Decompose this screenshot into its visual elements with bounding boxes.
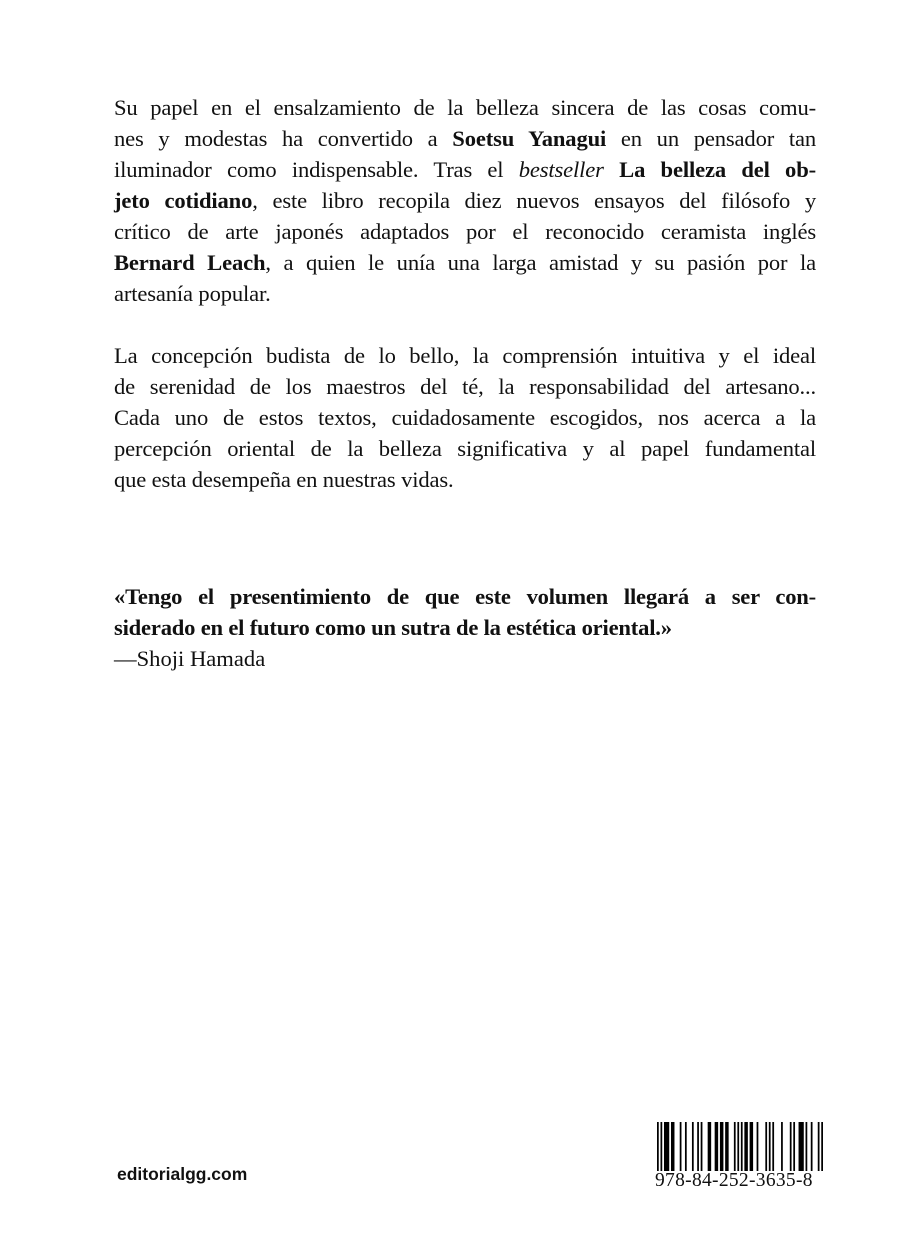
- text-run: nes y modestas ha convertido a: [114, 126, 453, 151]
- barcode-bar: [806, 1122, 808, 1171]
- text-run: , a quien le unía una larga amistad y su pasión por la: [265, 250, 816, 275]
- text-run: iluminador como indispensable. Tras el: [114, 157, 519, 182]
- paragraph-line: [114, 278, 816, 309]
- paragraph-line: [114, 92, 816, 123]
- description-paragraph-1: [114, 92, 816, 309]
- barcode-bar: [660, 1122, 662, 1171]
- barcode-bar: [725, 1122, 728, 1171]
- barcode-bar: [720, 1122, 723, 1171]
- paragraph-line: [114, 216, 816, 247]
- bold-emphasis: La belleza del ob-: [619, 157, 816, 182]
- barcode-bar: [701, 1122, 703, 1171]
- text-run: Su papel en el ensalzamiento de la belleza sincera de las cosas comu-: [114, 95, 816, 120]
- blurb-quote: [114, 581, 816, 674]
- paragraph-line: que esta desempeña en nuestras vidas.: [114, 467, 454, 492]
- barcode-bar: [818, 1122, 820, 1171]
- barcode-bar: [757, 1122, 759, 1171]
- description-paragraph-2: [114, 340, 816, 495]
- barcode-bar: [680, 1122, 682, 1171]
- text-run: crítico de arte japonés adaptados por el reconocido ceramista inglés: [114, 219, 816, 244]
- barcode-bar: [734, 1122, 736, 1171]
- barcode-bar: [671, 1122, 674, 1171]
- barcode-bar: [715, 1122, 718, 1171]
- barcode-bar: [793, 1122, 795, 1171]
- barcode-bar: [772, 1122, 774, 1171]
- barcode-bar: [744, 1122, 747, 1171]
- barcode-bar: [821, 1122, 823, 1171]
- barcode-bar: [799, 1122, 804, 1171]
- barcode-bar: [811, 1122, 813, 1171]
- barcode-bar: [737, 1122, 739, 1171]
- barcode-bar: [750, 1122, 753, 1171]
- isbn-number: 978-84-252-3635-8: [655, 1170, 813, 1191]
- barcode-bar: [692, 1122, 694, 1171]
- text-run: artesanía popular.: [114, 281, 271, 306]
- paragraph-line: [114, 154, 816, 185]
- paragraph-line: [114, 247, 816, 278]
- barcode-bar: [657, 1122, 659, 1171]
- text-run: , este libro recopila diez nuevos ensayos del filósofo y: [252, 188, 816, 213]
- barcode-bar: [708, 1122, 711, 1171]
- quote-attribution: —Shoji Hamada: [114, 646, 266, 671]
- barcode-bar: [790, 1122, 792, 1171]
- paragraph-line: [114, 185, 816, 216]
- bold-emphasis: jeto cotidiano: [114, 188, 253, 213]
- paragraph-line: [114, 123, 816, 154]
- publisher-website: editorialgg.com: [117, 1164, 248, 1184]
- italic-emphasis: bestseller: [518, 157, 604, 182]
- barcode-bar: [781, 1122, 783, 1171]
- paragraph-line: percepción oriental de la belleza significativa y al papel fundamental: [114, 436, 816, 461]
- paragraph-line: La concepción budista de lo bello, la comprensión intuitiva y el ideal: [114, 343, 816, 368]
- isbn-barcode: [657, 1122, 823, 1171]
- text-run: en un pensador tan: [606, 126, 817, 151]
- bold-emphasis: Soetsu Yanagui: [452, 126, 607, 151]
- bold-emphasis: Bernard Leach: [114, 250, 266, 275]
- quote-line: siderado en el futuro como un sutra de la estética oriental.»: [114, 615, 672, 640]
- quote-text: [114, 581, 816, 643]
- barcode-bar: [664, 1122, 669, 1171]
- barcode-bar: [697, 1122, 699, 1171]
- barcode-bar: [685, 1122, 687, 1171]
- barcode-bar: [769, 1122, 771, 1171]
- barcode-bar: [765, 1122, 767, 1171]
- paragraph-line: Cada uno de estos textos, cuidadosamente escogidos, nos acerca a la: [114, 405, 816, 430]
- barcode-bar: [741, 1122, 743, 1171]
- quote-line: «Tengo el presentimiento de que este volumen llegará a ser con-: [114, 584, 816, 609]
- paragraph-line: de serenidad de los maestros del té, la responsabilidad del artesano...: [114, 374, 816, 399]
- text-run: [604, 157, 619, 182]
